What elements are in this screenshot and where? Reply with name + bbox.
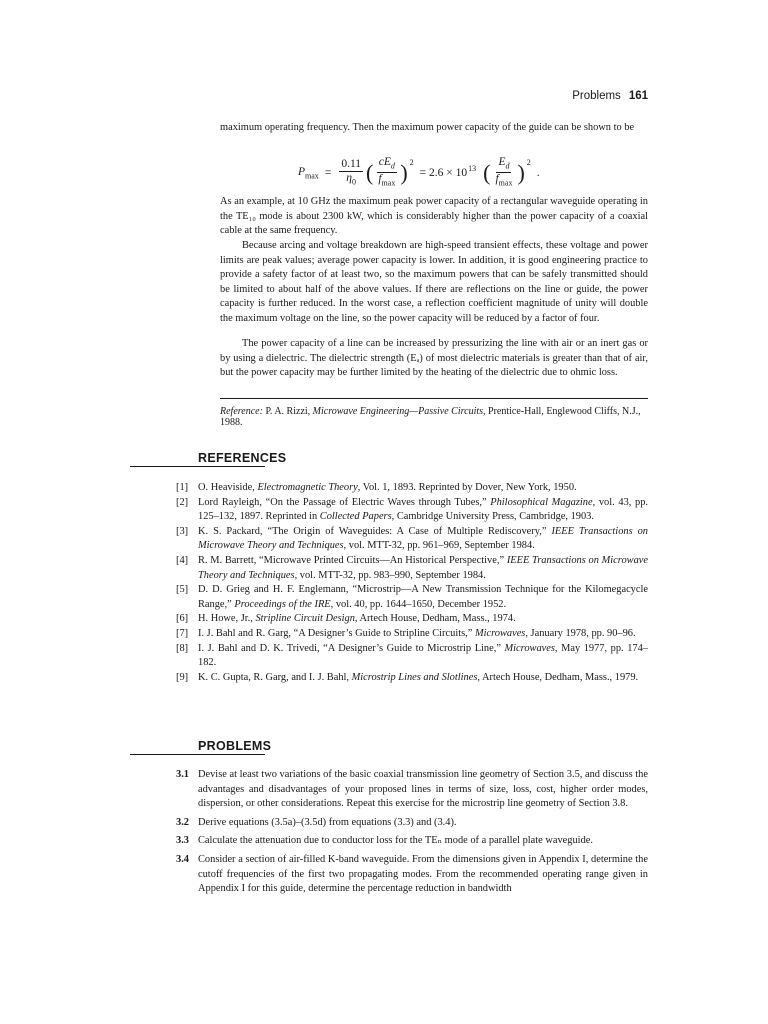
list-item bbox=[176, 671, 648, 686]
list-item bbox=[176, 481, 648, 496]
list-item bbox=[176, 525, 648, 554]
problem-text: Consider a section of air-filled K-band waveguide. From the dimensions given in Appendix I, determine the cutoff frequencies of the first two propagating modes. From the recommended operating range given in Appendix I for this guide, determine the percentage reduction in bandwidth bbox=[198, 853, 648, 895]
ref-text-pre: I. J. Bahl and R. Garg, “A Designer’s Guide to Stripline Circuits,” bbox=[198, 627, 475, 639]
ref-number: [2] bbox=[176, 496, 189, 508]
ref-text-post: , Vol. 1, 1893. Reprinted by Dover, New York, 1950. bbox=[357, 482, 577, 493]
list-item bbox=[176, 583, 648, 612]
ref-text-title: Stripline Circuit Design bbox=[255, 613, 355, 625]
list-item bbox=[176, 496, 648, 525]
body-paragraph-2: Because arcing and voltage breakdown are high-speed transient effects, these voltage and power limits are peak values; average power capacity is lower. In addition, it is good engineering practice to provide a safety factor of at least two, so the maximum powers that can be safely transmitted should be limited to about half of the above values. If there are reflections on the line or guide, the power capacity is further reduced. In the worst case, a reflection coefficient magnitude of unity will double the maximum voltage on the line, so the power capacity will be reduced by a factor of four. bbox=[220, 240, 648, 324]
reference-rest: , Prentice-Hall, Englewood Cliffs, N.J., 1988. bbox=[220, 406, 641, 428]
problem-number: 3.3 bbox=[176, 835, 189, 847]
ref-text-pre: I. J. Bahl and D. K. Trivedi, “A Designer’s Guide to Microstrip Line,” bbox=[198, 642, 505, 654]
reference-label: Reference: bbox=[220, 406, 263, 417]
ref-text-post2: , Cambridge University Press, Cambridge, 1903. bbox=[391, 511, 594, 523]
problems-list bbox=[176, 768, 648, 901]
eq-coef-num: 0.11 bbox=[341, 157, 362, 170]
ref-text-post: , vol. MTT-32, pp. 961–969, September 1984. bbox=[343, 540, 535, 552]
reference-rule bbox=[220, 398, 648, 399]
problem-text: Derive equations (3.5a)–(3.5d) from equations (3.3) and (3.4). bbox=[198, 816, 457, 828]
eq-end: . bbox=[536, 166, 540, 179]
list-item bbox=[176, 816, 648, 831]
ref-number: [6] bbox=[176, 613, 189, 625]
eq-lparen: ( bbox=[366, 159, 374, 185]
eq-coef-den: η bbox=[346, 171, 353, 184]
eq-frac2-den: f bbox=[495, 173, 499, 186]
ref-text-title2: Collected Papers bbox=[319, 511, 392, 523]
ref-text-post: , vol. 40, pp. 1644–1650, December 1952. bbox=[330, 598, 507, 610]
ref-number: [4] bbox=[176, 554, 189, 566]
list-item bbox=[176, 554, 648, 583]
eq-rparen: ) bbox=[400, 159, 408, 185]
eq-lhs-sub: max bbox=[305, 170, 319, 180]
ref-number: [7] bbox=[176, 627, 189, 639]
ref-number: [8] bbox=[176, 642, 189, 654]
eq-exp: 13 bbox=[468, 163, 477, 173]
eq-lparen2: ( bbox=[483, 159, 491, 185]
eq-power: 2 bbox=[409, 158, 414, 168]
ref-text-pre: R. M. Barrett, “Microwave Printed Circuits—An Historical Perspective,” bbox=[198, 554, 507, 566]
ref-number: [5] bbox=[176, 584, 189, 596]
list-item bbox=[176, 612, 648, 627]
ref-text-pre: K. C. Gupta, R. Garg, and I. J. Bahl, bbox=[198, 671, 352, 683]
eq-lhs: P bbox=[298, 165, 306, 178]
problem-number: 3.1 bbox=[176, 769, 189, 780]
intro-text: maximum operating frequency. Then the maximum power capacity of the guide can be shown to be bbox=[220, 122, 635, 133]
ref-text-post: , Artech House, Dedham, Mass., 1979. bbox=[477, 671, 639, 683]
ref-text-pre: H. Howe, Jr., bbox=[198, 613, 256, 625]
eq-frac1 bbox=[376, 156, 397, 190]
ref-text-pre: D. D. Grieg and H. F. Englemann, “Microstrip—A New Transmission Technique for the Kilomegacycle Range,” bbox=[198, 584, 648, 610]
eq-coef-frac bbox=[339, 158, 363, 188]
ref-text-pre: Lord Rayleigh, “On the Passage of Electric Waves through Tubes,” bbox=[198, 496, 491, 508]
ref-text-title: IEEE Transactions on Microwave Theory and Techniques bbox=[198, 554, 648, 581]
eq-coef-den-sub: 0 bbox=[352, 176, 357, 186]
reference-note bbox=[220, 406, 660, 428]
ref-number: [3] bbox=[176, 525, 189, 537]
ref-text-post: , Artech House, Dedham, Mass., 1974. bbox=[354, 613, 516, 625]
page-header bbox=[548, 90, 648, 102]
eq-coef2: = 2.6 × 10 bbox=[419, 166, 468, 179]
page-number: 161 bbox=[628, 90, 648, 102]
problem-number: 3.2 bbox=[176, 816, 189, 828]
eq-frac2-num-sub: d bbox=[505, 161, 510, 171]
reference-title: Microwave Engineering—Passive Circuits bbox=[312, 406, 484, 417]
ref-text-post: , May 1977, pp. 174–182. bbox=[198, 642, 648, 669]
ref-text-title: Proceedings of the IRE bbox=[234, 598, 331, 610]
ref-text-title: Microwaves bbox=[504, 642, 555, 654]
problem-number: 3.4 bbox=[176, 853, 189, 865]
list-item bbox=[176, 768, 648, 812]
list-item bbox=[176, 627, 648, 642]
ref-text-post: , vol. MTT-32, pp. 983–990, September 1984. bbox=[294, 569, 486, 581]
ref-number: [9] bbox=[176, 671, 189, 683]
eq-frac1-den: f bbox=[378, 173, 382, 186]
list-item bbox=[176, 642, 648, 671]
eq-power2: 2 bbox=[526, 158, 531, 168]
ref-number: [1] bbox=[176, 482, 189, 493]
running-head: Problems bbox=[572, 90, 621, 102]
eq-frac1-num-sub: d bbox=[390, 161, 395, 171]
eq-frac2-num: E bbox=[498, 156, 506, 168]
ref-text-post: , vol. 43, pp. 125–132, 1897. Reprinted in bbox=[198, 496, 648, 523]
problems-rule bbox=[130, 754, 265, 755]
eq-frac2 bbox=[493, 156, 514, 190]
ref-text-post: , January 1978, pp. 90–96. bbox=[525, 627, 636, 639]
references-heading: REFERENCES bbox=[198, 451, 287, 465]
list-item bbox=[176, 834, 648, 849]
eq-frac1-num: cE bbox=[378, 156, 391, 168]
ref-text-title: Philosophical Magazine bbox=[490, 496, 593, 508]
ref-text-pre: O. Heaviside, bbox=[198, 482, 258, 493]
eq-rparen2: ) bbox=[517, 159, 525, 185]
references-list bbox=[176, 481, 648, 685]
problems-heading: PROBLEMS bbox=[198, 739, 272, 753]
eq-frac1-den-sub: max bbox=[381, 178, 396, 188]
body-paragraph-1: As an example, at 10 GHz the maximum peak power capacity of a rectangular waveguide operating in the TE₁₀ mode is about 2300 kW, which is considerably higher than the power capacity of a coaxial cable at the same frequency. bbox=[220, 196, 648, 237]
power-equation bbox=[298, 156, 540, 190]
problem-text: Devise at least two variations of the basic coaxial transmission line geometry of Section 3.5, and discuss the advantages and disadvantages of your proposed lines in terms of size, loss, cost, higher order modes, dispersion, or other considerations. Repeat this exercise for the microstrip line geometry of Section 3.8. bbox=[198, 769, 648, 810]
reference-author: P. A. Rizzi, bbox=[262, 406, 313, 417]
body-paragraph-3: The power capacity of a line can be increased by pressurizing the line with air or an inert gas or by using a dielectric. The dielectric strength (Eₐ) of most dielectric materials is greater than that of air, but the power capacity may be further limited by the heating of the dielectric due to ohmic loss. bbox=[220, 338, 648, 379]
ref-text-pre: K. S. Packard, “The Origin of Waveguides: A Case of Multiple Rediscovery,” bbox=[198, 525, 552, 537]
eq-sign: = bbox=[324, 166, 332, 179]
ref-text-title: Electromagnetic Theory bbox=[257, 482, 358, 493]
ref-text-title: IEEE Transactions on Microwave Theory and Techniques bbox=[198, 525, 648, 552]
ref-text-title: Microwaves bbox=[474, 627, 526, 639]
references-rule bbox=[130, 466, 265, 467]
ref-text-title: Microstrip Lines and Slotlines bbox=[351, 671, 478, 683]
problem-text: Calculate the attenuation due to conductor loss for the TEₙ mode of a parallel plate waveguide. bbox=[198, 835, 593, 847]
list-item bbox=[176, 853, 648, 897]
eq-frac2-den-sub: max bbox=[498, 178, 513, 188]
